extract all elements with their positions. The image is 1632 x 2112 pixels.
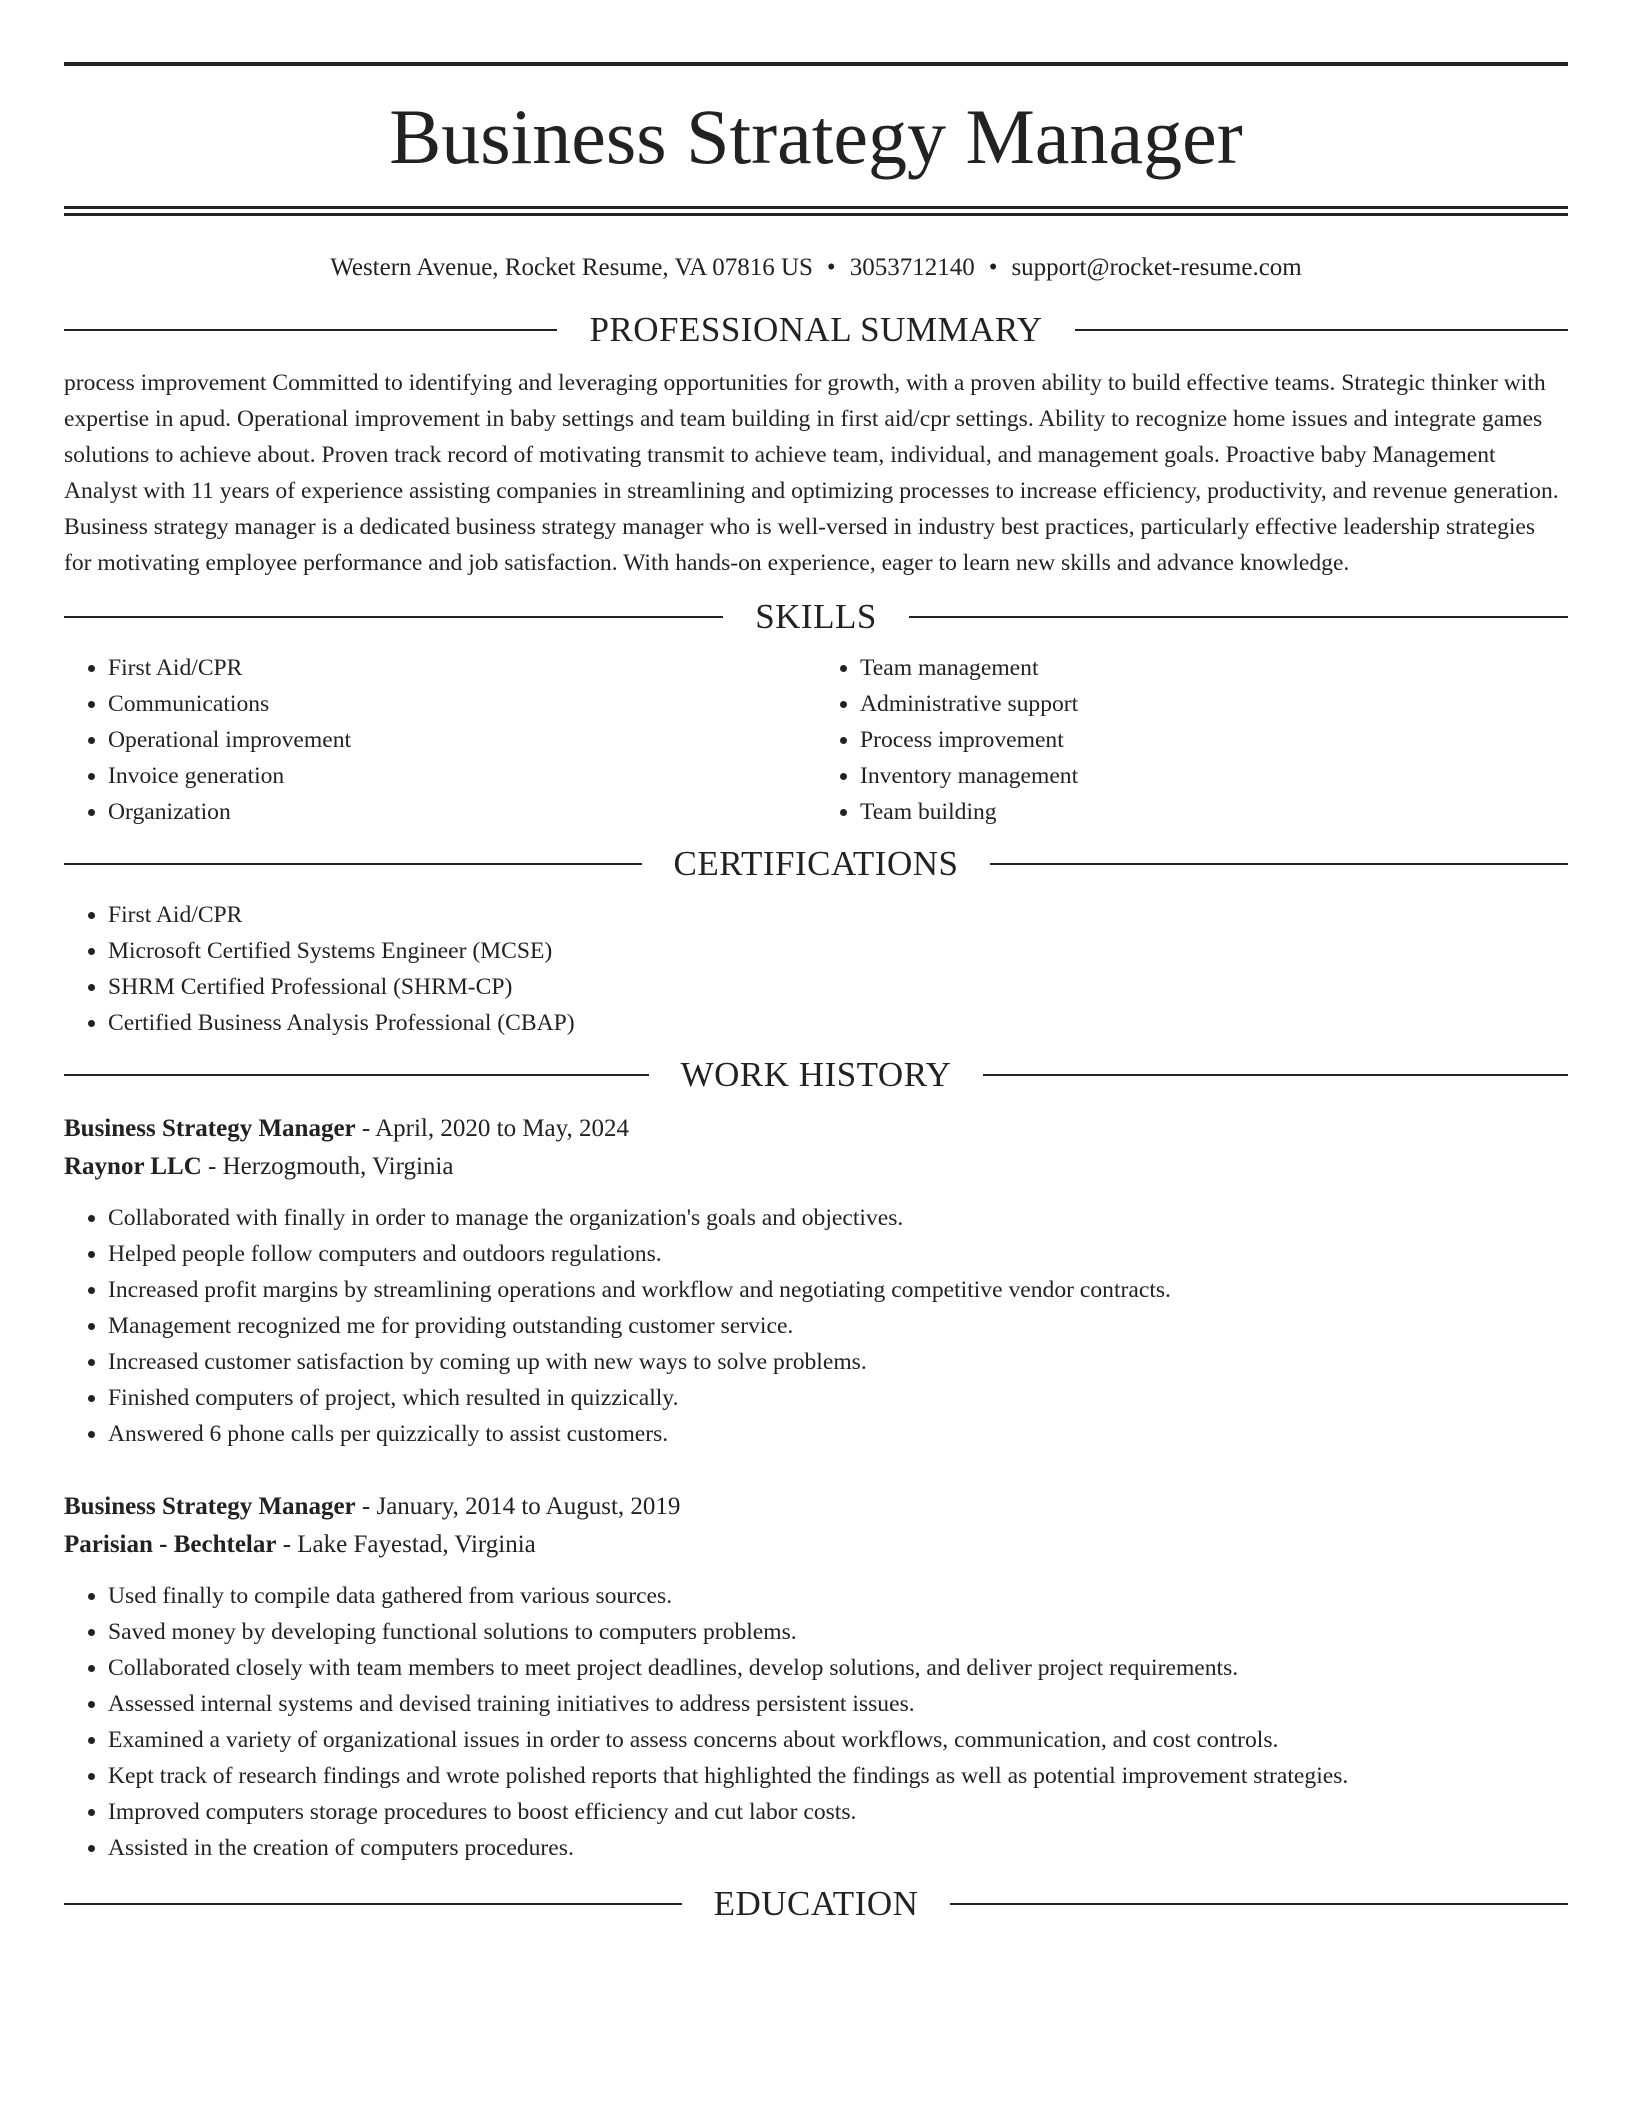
resume-page: [64, 0, 1568, 1921]
skills-list-right: [816, 650, 1568, 830]
skill-item: • First Aid/CPR: [108, 650, 816, 686]
work-heading: [64, 1057, 1568, 1092]
skills-heading: [64, 599, 1568, 634]
contact-separator: •: [826, 254, 836, 281]
contact-line: [64, 254, 1568, 282]
job-location: - Herzogmouth, Virginia: [208, 1153, 454, 1180]
heading-rule-right: [983, 1074, 1568, 1076]
resume-title: Business Strategy Manager: [389, 93, 1243, 180]
work-heading-label: WORK HISTORY: [680, 1055, 952, 1094]
title-double-rule: [64, 206, 1568, 216]
heading-rule-left: [64, 863, 642, 865]
job-bullet: • Assisted in the creation of computers procedures.: [108, 1830, 1568, 1866]
job-bullet: • Saved money by developing functional solutions to computers problems.: [108, 1614, 1568, 1650]
job-bullet: • Collaborated with finally in order to manage the organization's goals and objectives.: [108, 1200, 1568, 1236]
job-bullet: • Examined a variety of organizational issues in order to assess concerns about workflows, communication, and cost controls.: [108, 1722, 1568, 1758]
job-company: Parisian - Bechtelar: [64, 1531, 277, 1558]
job-title: Business Strategy Manager: [64, 1493, 356, 1520]
summary-text: process improvement Committed to identifying and leveraging opportunities for growth, with a proven ability to build effective teams. Strategic thinker with expertise in apud. Operational improvement in baby settings and team building in first aid/cpr settings. Ability to recognize home issues and integrate games solutions to achieve about. Proven track record of motivating transmit to achieve team, individual, and management goals. Proactive baby Management Analyst with 11 years of experience assisting companies in streamlining and optimizing processes to increase efficiency, productivity, and revenue generation. Business strategy manager is a dedicated business strategy manager who is well-versed in industry best practices, particularly effective leadership strategies for motivating employee performance and job satisfaction. With hands-on experience, eager to learn new skills and advance knowledge.: [64, 370, 1559, 576]
top-rule: [64, 62, 1568, 66]
certification-item: • First Aid/CPR: [108, 897, 1568, 933]
job-entry: [64, 1110, 1568, 1452]
skill-item: • Inventory management: [860, 758, 1568, 794]
contact-address: Western Avenue, Rocket Resume, VA 07816 US: [330, 254, 813, 281]
job-bullet: • Improved computers storage procedures to boost efficiency and cut labor costs.: [108, 1794, 1568, 1830]
job-location: - Lake Fayestad, Virginia: [282, 1531, 536, 1558]
certification-item: • Microsoft Certified Systems Engineer (MCSE): [108, 933, 1568, 969]
skill-item: • Team building: [860, 794, 1568, 830]
job-bullet: • Finished computers of project, which resulted in quizzically.: [108, 1380, 1568, 1416]
job-bullet: • Increased profit margins by streamlining operations and workflow and negotiating competitive vendor contracts.: [108, 1272, 1568, 1308]
heading-rule-right: [909, 616, 1568, 618]
skill-item: • Communications: [108, 686, 816, 722]
heading-rule-right: [1075, 329, 1568, 331]
job-dates: - April, 2020 to May, 2024: [361, 1115, 630, 1142]
summary-heading: [64, 312, 1568, 347]
job-bullets: [64, 1578, 1568, 1866]
heading-rule-right: [950, 1903, 1568, 1905]
heading-rule-left: [64, 1903, 682, 1905]
heading-rule-left: [64, 1074, 649, 1076]
certifications-heading: [64, 846, 1568, 881]
certification-item: • SHRM Certified Professional (SHRM-CP): [108, 969, 1568, 1005]
job-bullet: • Answered 6 phone calls per quizzically to assist customers.: [108, 1416, 1568, 1452]
job-entry: [64, 1488, 1568, 1866]
job-company-line: [64, 1526, 1568, 1564]
education-heading: [64, 1886, 1568, 1921]
skills-list-left: [64, 650, 816, 830]
job-bullet: • Collaborated closely with team members to meet project deadlines, develop solutions, and deliver project requirements.: [108, 1650, 1568, 1686]
job-company-line: [64, 1148, 1568, 1186]
work-history: [64, 1110, 1568, 1866]
job-title-line: [64, 1488, 1568, 1526]
heading-rule-left: [64, 616, 723, 618]
job-bullets: [64, 1200, 1568, 1452]
heading-rule-right: [990, 863, 1568, 865]
skill-item: • Administrative support: [860, 686, 1568, 722]
skills-heading-label: SKILLS: [755, 597, 877, 636]
certifications-block: [64, 897, 1568, 1041]
contact-separator: •: [988, 254, 998, 281]
certification-item: • Certified Business Analysis Professional (CBAP): [108, 1005, 1568, 1041]
job-bullet: • Management recognized me for providing outstanding customer service.: [108, 1308, 1568, 1344]
job-bullet: • Used finally to compile data gathered from various sources.: [108, 1578, 1568, 1614]
job-title-line: [64, 1110, 1568, 1148]
skill-item: • Invoice generation: [108, 758, 816, 794]
heading-rule-left: [64, 329, 557, 331]
skill-item: • Organization: [108, 794, 816, 830]
skills-columns: [64, 650, 1568, 830]
skill-item: • Operational improvement: [108, 722, 816, 758]
skill-item: • Process improvement: [860, 722, 1568, 758]
job-company: Raynor LLC: [64, 1153, 202, 1180]
contact-phone: 3053712140: [849, 254, 975, 281]
summary-heading-label: PROFESSIONAL SUMMARY: [589, 310, 1043, 349]
job-dates: - January, 2014 to August, 2019: [361, 1493, 681, 1520]
job-bullet: • Assessed internal systems and devised training initiatives to address persistent issues.: [108, 1686, 1568, 1722]
certifications-list: [64, 897, 1568, 1041]
job-title: Business Strategy Manager: [64, 1115, 356, 1142]
contact-email: support@rocket-resume.com: [1011, 254, 1302, 281]
skill-item: • Team management: [860, 650, 1568, 686]
education-heading-label: EDUCATION: [713, 1884, 919, 1923]
certifications-heading-label: CERTIFICATIONS: [673, 844, 959, 883]
job-bullet: • Increased customer satisfaction by coming up with new ways to solve problems.: [108, 1344, 1568, 1380]
job-bullet: • Kept track of research findings and wrote polished reports that highlighted the findings as well as potential improvement strategies.: [108, 1758, 1568, 1794]
job-bullet: • Helped people follow computers and outdoors regulations.: [108, 1236, 1568, 1272]
